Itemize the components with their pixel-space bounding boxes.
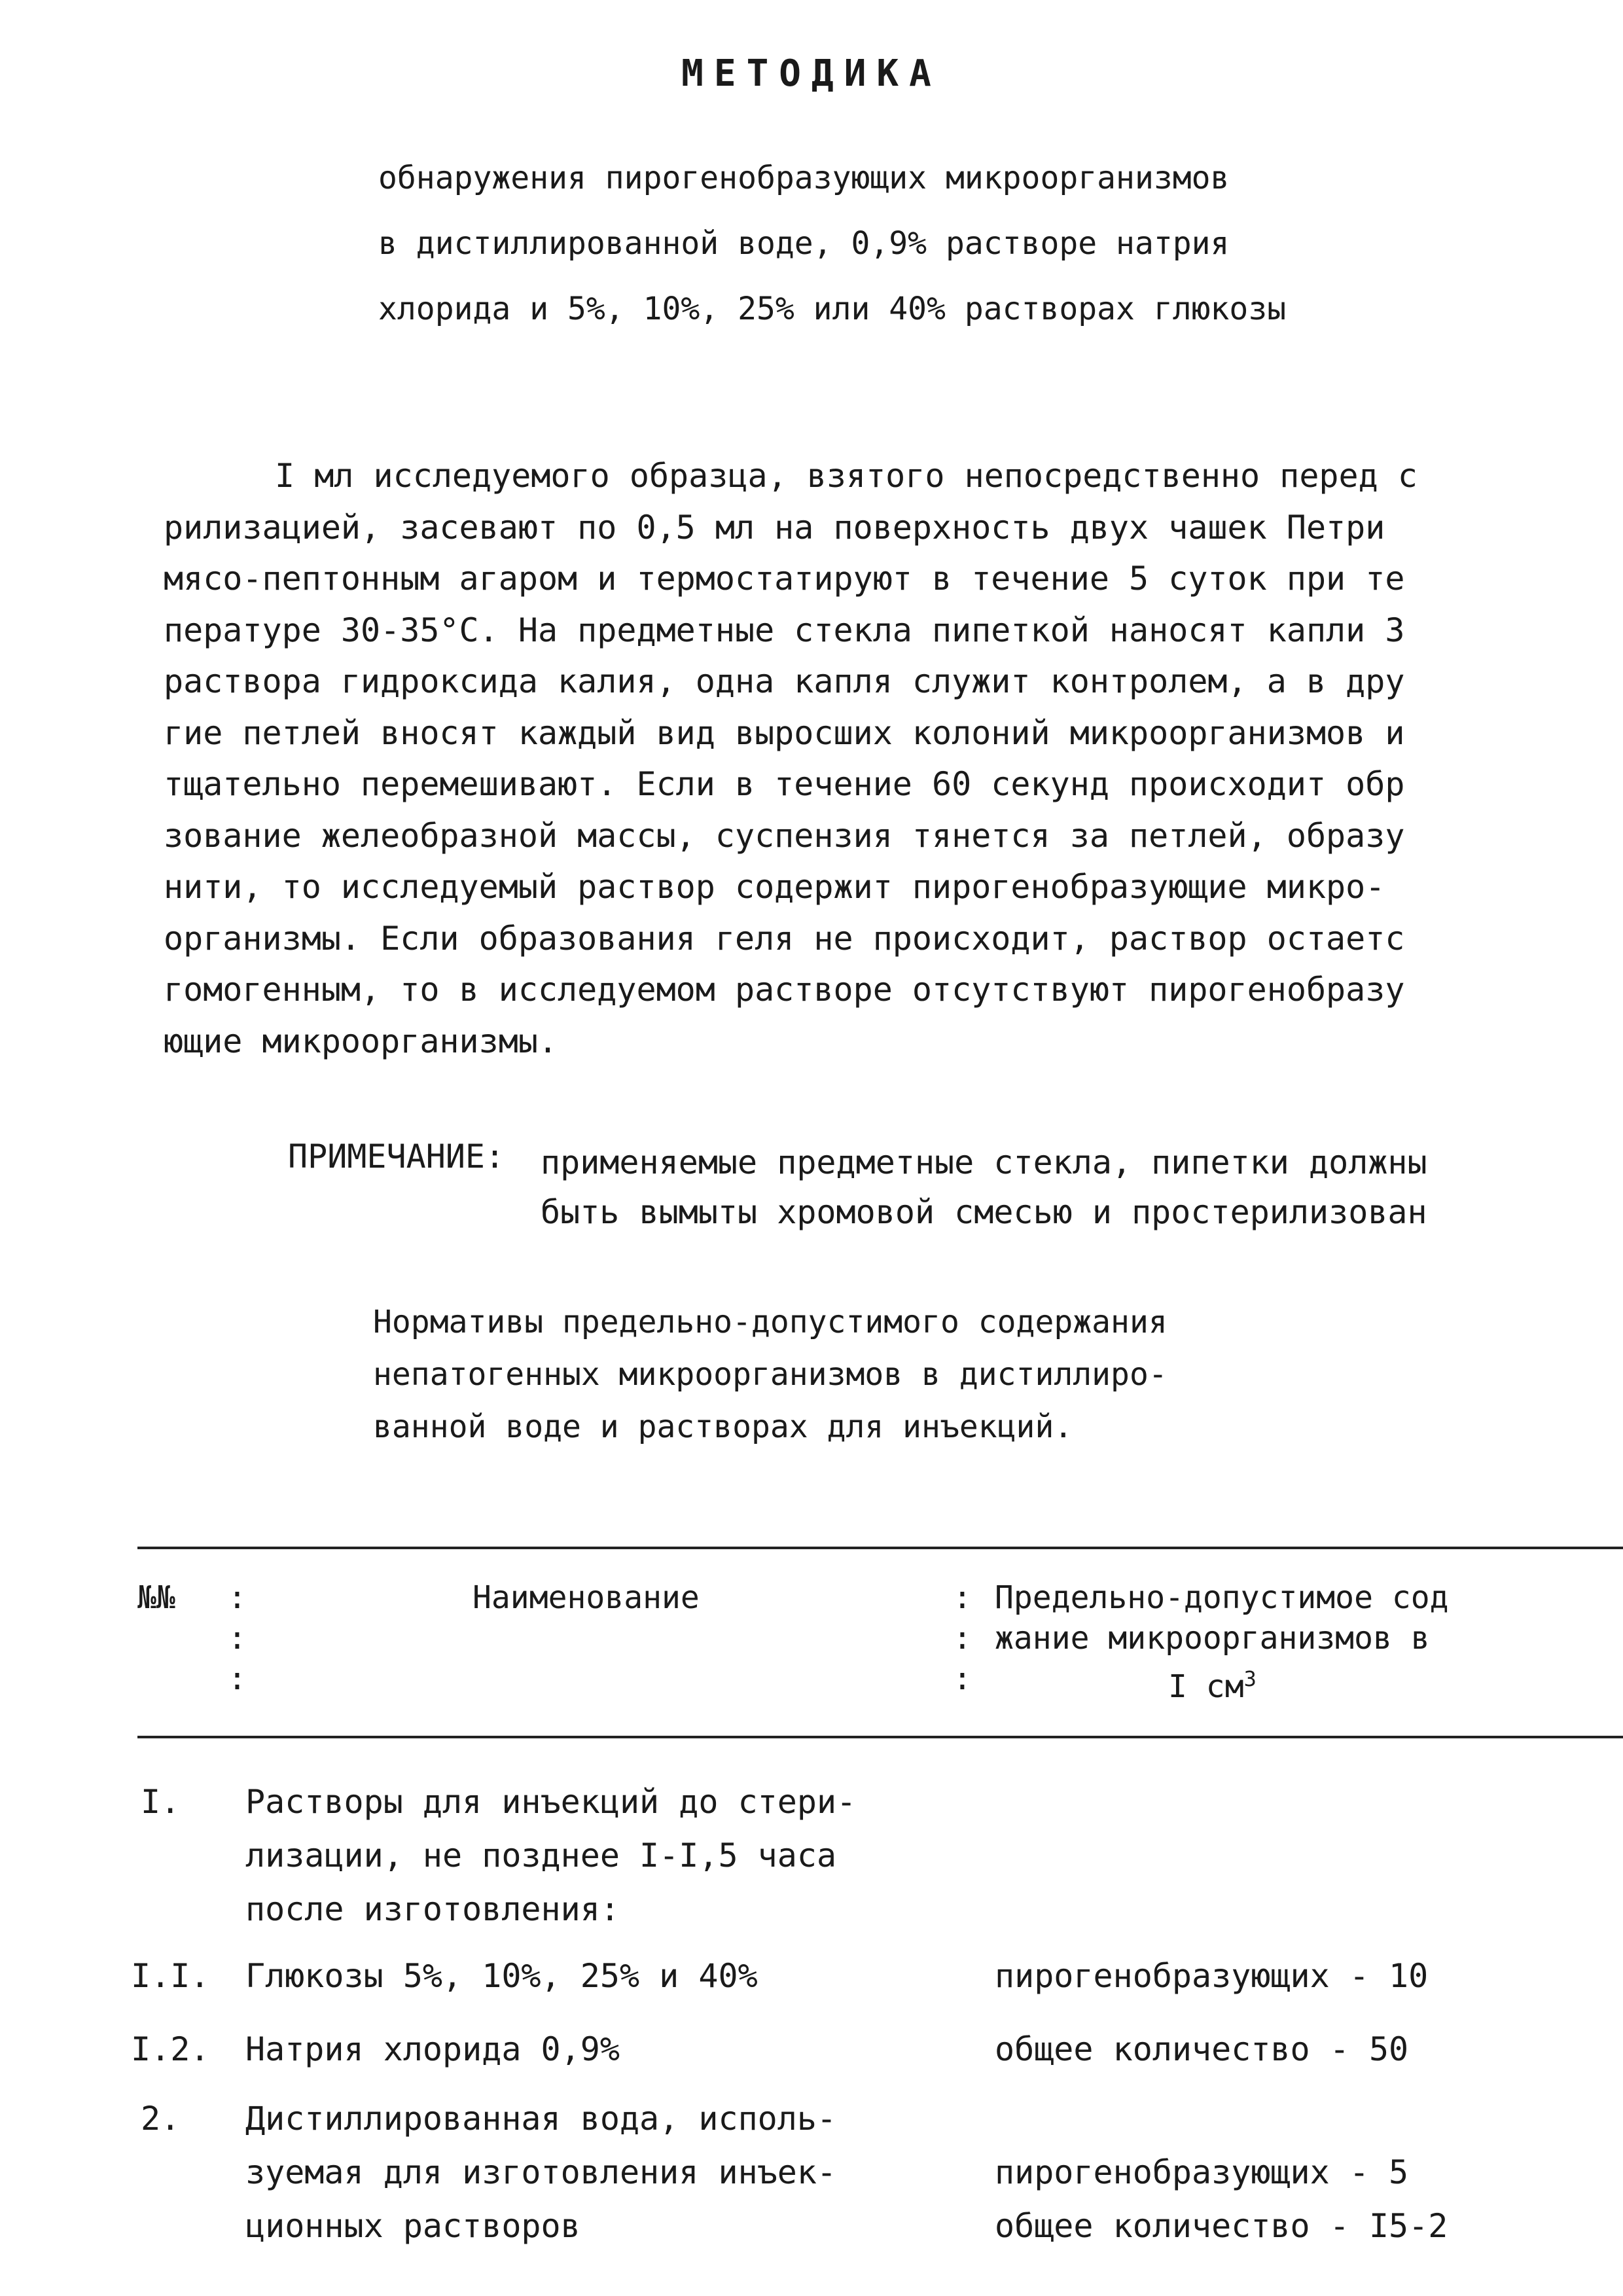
table-header-limit [995,1577,1449,1707]
row-name-line: после изготовления: [245,1890,620,1928]
unit-text: I см [1168,1668,1244,1705]
row-name-line: Глюкозы 5%, 10%, 25% и 40% [245,1957,758,1995]
table-header-separator: : : : [953,1579,972,1697]
row-value-line: общее количество - 50 [995,2030,1409,2068]
row-value-line [995,2092,1448,2145]
row-name-line: Натрия хлорида 0,9% [245,2030,620,2068]
note-line: быть вымыты хромовой смесью и простерилизован [541,1193,1427,1231]
row-name-line: ционных растворов [245,2207,580,2245]
paragraph-line: раствора гидроксида калия, одна капля служит контролем, а в дру [164,662,1405,700]
paragraph-line: организмы. Если образования геля не происходит, раствор остаетс [164,919,1405,958]
row-value-line: пирогенобразующих - 10 [995,1957,1429,1995]
paragraph-line: тщательно перемешивают. Если в течение 60 секунд происходит обр [164,765,1405,803]
table-header-num: №№ [137,1579,175,1616]
table-header-limit-line: жание микроорганизмов в [995,1620,1430,1657]
table-row-num: 2. [141,2100,181,2138]
table-header-separator: : : : [228,1579,247,1697]
row-name-line: Дистиллированная вода, исполь- [245,2100,837,2138]
row-value-line: общее количество - I5-2 [995,2207,1448,2245]
note-label: ПРИМЕЧАНИЕ: [288,1138,505,1175]
table-row-name [245,2022,620,2076]
table-header-rule [137,1736,1623,1738]
table-top-rule [137,1547,1623,1549]
table-row-name [245,1949,758,2003]
paragraph-line: пературе 30-35°С. На предметные стекла пипеткой наносят капли 3 [164,611,1405,649]
paragraph-line: ющие микроорганизмы. [164,1022,558,1060]
row-name-line: лизации, не позднее I-I,5 часа [245,1837,837,1874]
paragraph-line: гомогенным, то в исследуемом растворе отсутствуют пирогенобразу [164,971,1405,1009]
table-row-value [995,2092,1448,2253]
method-paragraph [164,450,1418,1067]
document-subtitle [378,145,1286,342]
table-row-num: I. [141,1783,181,1821]
subtitle-line: в дистиллированной воде, 0,9% растворе натрия [378,225,1230,262]
unit-superscript: 3 [1243,1666,1257,1691]
paragraph-line: зование желеобразной массы, суспензия тянется за петлей, образу [164,816,1405,855]
table-header-unit [995,1659,1449,1707]
table-row-value [995,1949,1428,2003]
document-title: МЕТОДИКА [681,52,942,95]
paragraph-line: гие петлей вносят каждый вид выросших колоний микроорганизмов и [164,713,1405,752]
subtitle-line: обнаружения пирогенобразующих микроорганизмов [378,160,1230,196]
table-row-num: I.2. [131,2030,210,2068]
subtitle-line: хлорида и 5%, 10%, 25% или 40% растворах глюкозы [378,291,1287,327]
norms-line: ванной воде и растворах для инъекций. [373,1408,1073,1445]
table-row-value [995,2022,1408,2076]
table-row-name [245,2092,836,2253]
paragraph-line: мясо-пептонным агаром и термостатируют в течение 5 суток при те [164,560,1405,598]
table-header-limit-line: Предельно-допустимое сод [995,1579,1449,1616]
norms-heading [373,1296,1168,1453]
row-name-line: зуемая для изготовления инъек- [245,2153,837,2191]
note-line: применяемые предметные стекла, пипетки должны [541,1143,1427,1181]
paragraph-line: нити, то исследуемый раствор содержит пирогенобразующие микро- [164,868,1385,906]
row-value-line: пирогенобразующих - 5 [995,2153,1409,2191]
table-header-name: Наименование [473,1579,700,1616]
note-text [541,1138,1427,1237]
norms-line: непатогенных микроорганизмов в дистиллиро- [373,1356,1168,1393]
paragraph-line: I мл исследуемого образца, взятого непосредственно перед с [275,457,1418,495]
norms-line: Нормативы предельно-допустимого содержания [373,1304,1168,1340]
table-row-name [245,1775,856,1936]
row-name-line: Растворы для инъекций до стери- [245,1783,857,1821]
paragraph-line: рилизацией, засевают по 0,5 мл на поверхность двух чашек Петри [164,508,1385,547]
table-row-num: I.I. [131,1957,210,1995]
